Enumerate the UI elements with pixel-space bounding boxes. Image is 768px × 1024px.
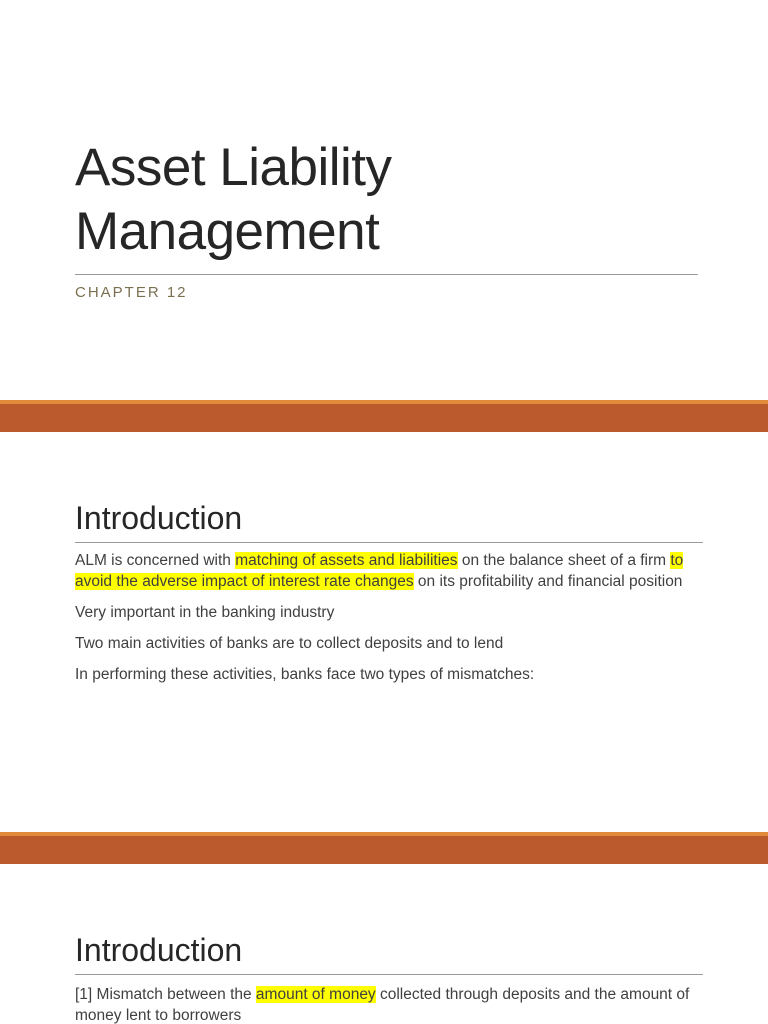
body-paragraph: In performing these activities, banks face two types of mismatches: [75, 666, 535, 683]
title-slide [0, 0, 768, 400]
highlighted-text: amount of money [255, 986, 376, 1003]
slide-separator [0, 832, 768, 864]
highlighted-text: to avoid the adverse impact of interest rate changes [75, 552, 684, 590]
highlighted-text: matching of assets and liabilities [235, 552, 458, 569]
text-run: on the balance sheet of a firm [457, 552, 671, 569]
slide-heading: Introduction [75, 932, 243, 968]
introduction-slide-2 [0, 864, 768, 1024]
text-run: collected through deposits and the amount of money lent to borrowers [75, 986, 690, 1024]
text-run: [1] Mismatch between the [75, 986, 256, 1003]
introduction-slide-1 [0, 432, 768, 832]
text-run: ALM is concerned with [75, 552, 236, 569]
slide-heading: Introduction [75, 500, 243, 536]
body-paragraph [75, 550, 705, 592]
heading-divider [75, 974, 703, 975]
slide-separator [0, 400, 768, 432]
slide-title-line-2: Management [75, 202, 380, 261]
slide-title-line-1: Asset Liability [75, 138, 392, 197]
body-paragraph: Two main activities of banks are to collect deposits and to lend [75, 635, 504, 652]
slide-body [75, 984, 705, 1024]
body-paragraph [75, 984, 705, 1024]
body-paragraph: Very important in the banking industry [75, 604, 335, 621]
heading-divider [75, 542, 703, 543]
text-run: on its profitability and financial position [413, 573, 683, 590]
slide-body [75, 550, 705, 695]
title-divider [75, 274, 698, 275]
slide-subtitle: CHAPTER 12 [75, 284, 188, 301]
slide-title [75, 136, 695, 264]
